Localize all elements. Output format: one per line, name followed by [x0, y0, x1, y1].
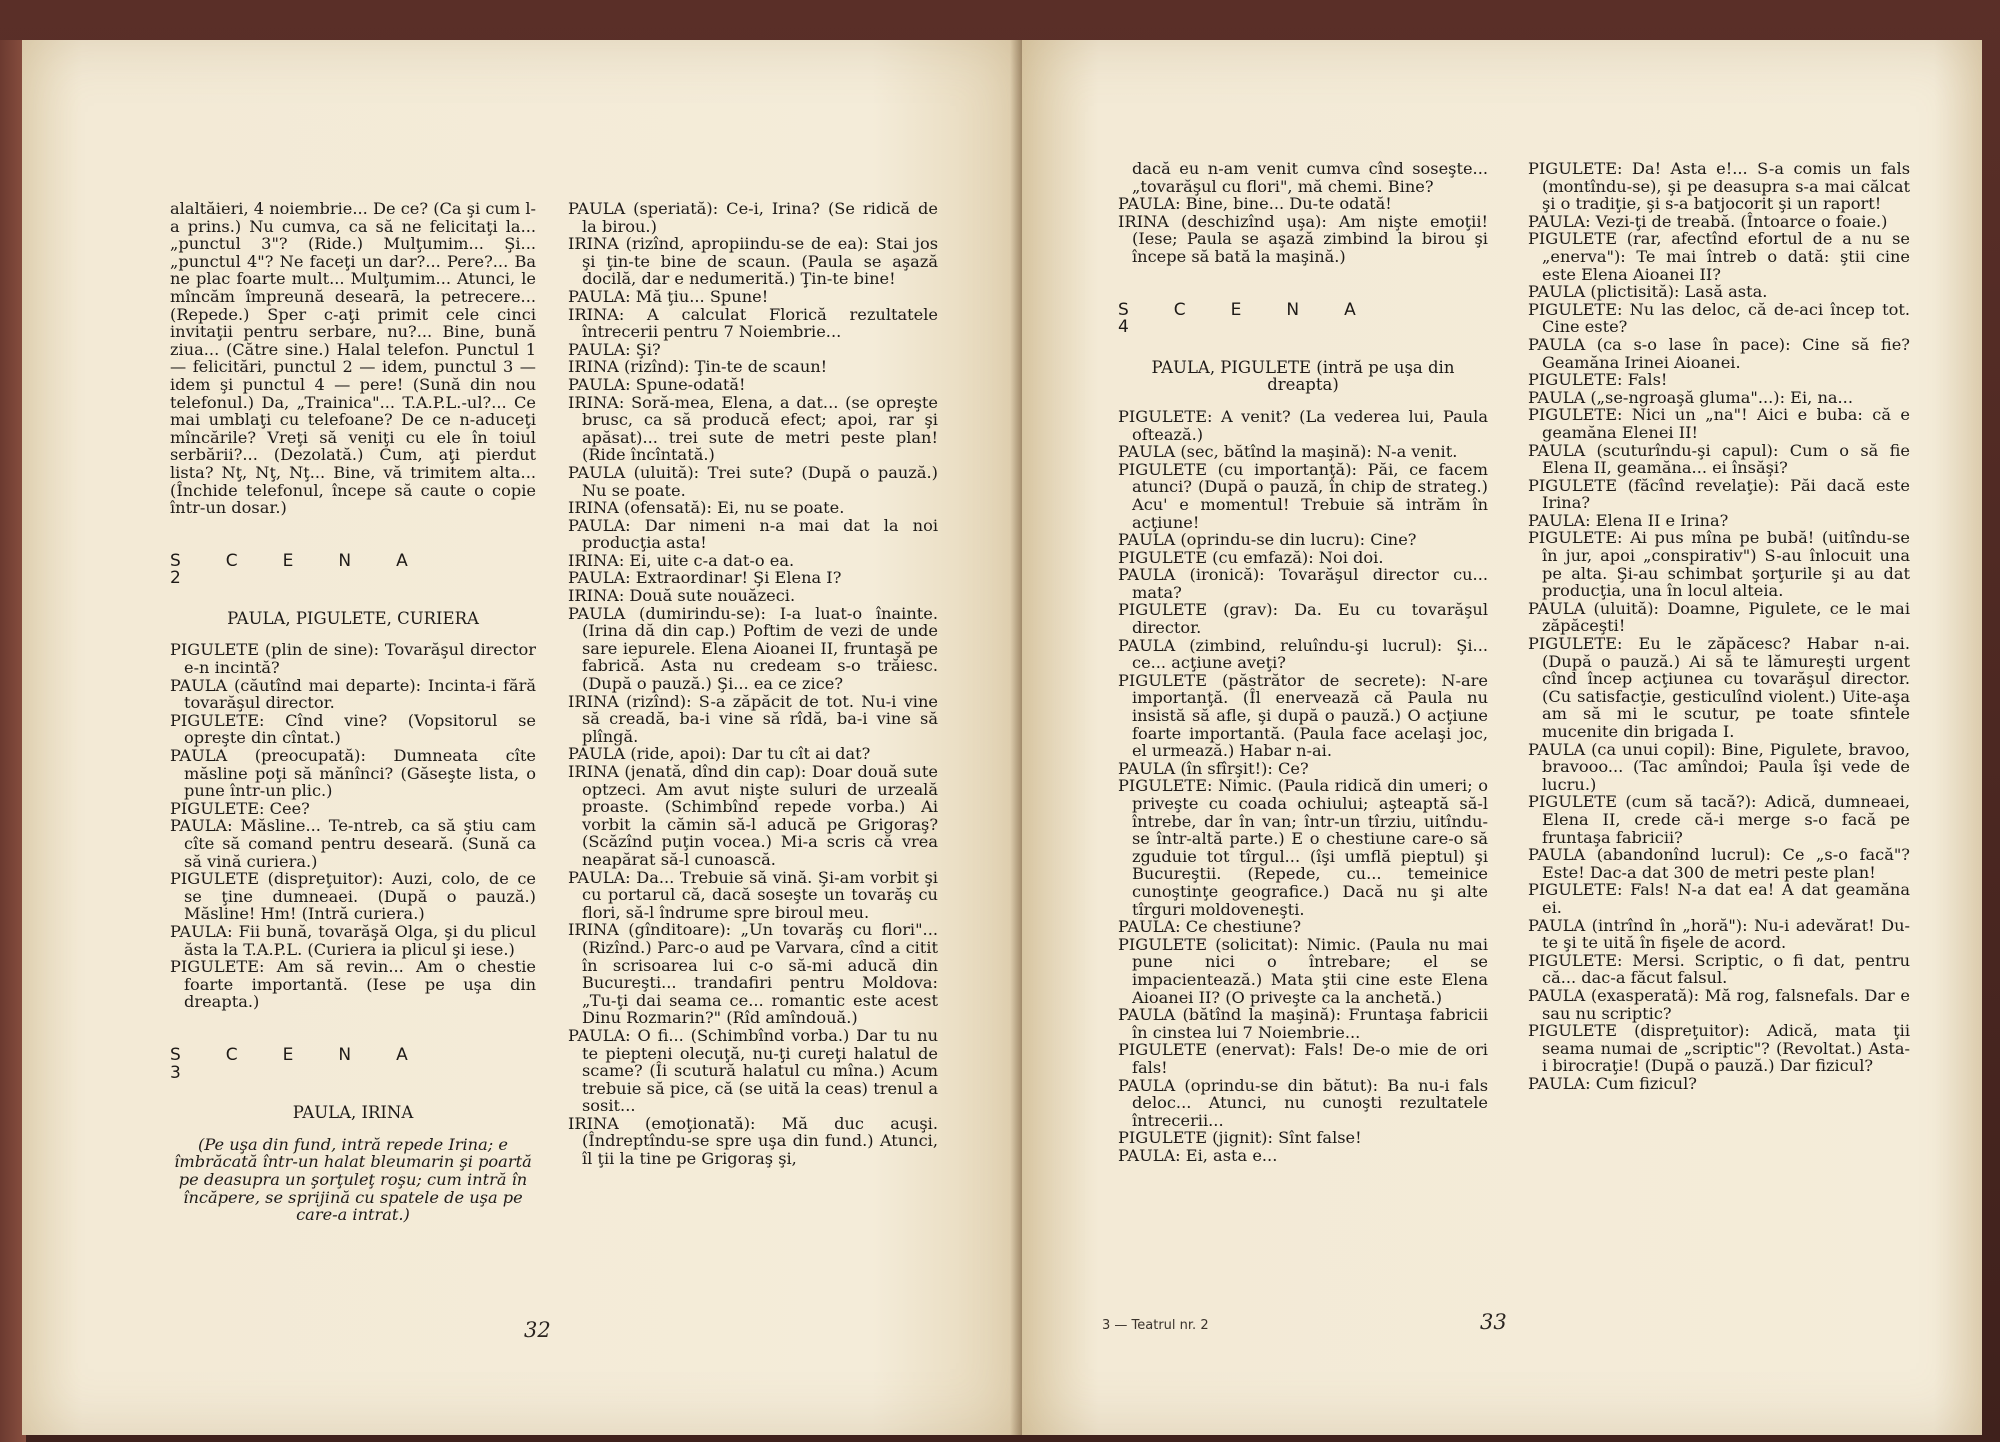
left-page-column-1 — [170, 200, 536, 1224]
dialogue-line: PIGULETE (cum să tacă?): Adică, dumneaei, Elena II, crede că-i merge s-o facă pe fruntaşa fabricii? — [1528, 792, 1910, 847]
left-page — [22, 40, 1022, 1435]
page-number: 32 — [524, 1318, 551, 1342]
dialogue-line: IRINA (ofensată): Ei, nu se poate. — [568, 498, 845, 518]
dialogue-line: PAULA: Bine, bine... Du-te odată! — [1118, 194, 1392, 214]
dialogue-line: PAULA (ironică): Tovarăşul director cu... mata? — [1118, 565, 1488, 602]
dialogue-line: PAULA (căutînd mai departe): Incinta-i fără tovarăşul director. — [170, 675, 536, 713]
dialogue-line: PAULA (intrînd în „horă"): Nu-i adevărat! Du-te şi te uită în fişele de acord. — [1528, 915, 1910, 953]
dialogue-line: PIGULETE (cu emfază): Noi doi. — [1118, 547, 1384, 567]
dialogue-line: PIGULETE (plin de sine): Tovarăşul director e-n incintă? — [170, 640, 536, 678]
dialogue-line: PAULA (ca unui copil): Bine, Pigulete, bravoo, bravooo... (Tac amîndoi; Paula îşi vede de lucru.) — [1528, 739, 1910, 794]
dialogue-line: PAULA: Şi? — [568, 339, 661, 359]
dialogue-line: PIGULETE: Cee? — [170, 798, 310, 818]
dialogue-line: PIGULETE: Am să revin... Am o chestie foarte importantă. (Iese pe uşa din dreapta.) — [170, 957, 536, 1012]
dialogue-line: PAULA: Da... Trebuie să vină. Şi-am vorbit şi cu portarul că, dacă soseşte un tovarăş cu flori, să-l îndrume spre biroul meu. — [568, 867, 938, 922]
dialogue-line: PIGULETE: Ai pus mîna pe bubă! (uitîndu-se în jur, apoi „conspirativ") S-au înlocuit una pe alta. Şi-au schimbat şorţurile şi au dat producţia, una în locul alteia. — [1528, 528, 1910, 601]
dialogue-line: PIGULETE (solicitat): Nimic. (Paula nu mai pune nici o întrebare; el se impacientează.) Mata ştii cine este Elena Aioanei II? (O priveşte ca la anchetă.) — [1118, 934, 1488, 1007]
dialogue-line: PAULA (ca s-o lase în pace): Cine să fie? Geamăna Irinei Aioanei. — [1528, 334, 1910, 372]
dialogue-line: PAULA: Ce chestiune? — [1118, 917, 1302, 937]
dialogue-line: PAULA (în sfîrşit!): Ce? — [1118, 758, 1309, 778]
right-page-column-2 — [1528, 160, 1910, 1092]
scene-cast: PAULA, PIGULETE (intră pe uşa din dreapta) — [1151, 357, 1455, 395]
dialogue-line: IRINA (rizînd): Ţin-te de scaun! — [568, 357, 828, 377]
dialogue-line: PAULA (abandonînd lucrul): Ce „s-o facă"? Este! Dac-a dat 300 de metri peste plan! — [1528, 845, 1910, 882]
dialogue-line: dacă eu n-am venit cumva cînd soseşte... „tovarăşul cu flori", mă chemi. Bine? — [1132, 159, 1488, 196]
dialogue-line: PAULA (uluită): Trei sute? (După o pauză.) Nu se poate. — [568, 462, 938, 500]
dialogue-line: PAULA (dumirindu-se): I-a luat-o înainte. (Irina dă din cap.) Poftim de vezi de unde sare iepurele. Elena Aioanei II, fruntaşă pe fabrică. Asta nu credeam s-o trăiesc. (După o pauză.) Şi... ea ce zice? — [568, 603, 938, 694]
dialogue-line: PIGULETE: Nici un „na"! Aici e buba: că e geamăna Elenei II! — [1528, 405, 1910, 442]
dialogue-line: PIGULETE: Fals! — [1528, 370, 1668, 390]
scene-heading: SCENA 4 — [1118, 299, 1401, 338]
dialogue-line: IRINA: Soră-mea, Elena, a dat... (se opreşte brusc, ca să producă efect; apoi, rar şi apăsat)... trei sute de metri peste plan! (Ride încîntată.) — [568, 392, 938, 465]
dialogue-line: IRINA (jenată, dînd din cap): Doar două sute optzeci. Am avut nişte suluri de urzeală proaste. (Schimbînd repede vorba.) Ai vorbit la cămin să-l aducă pe Grigoraş? (Scăzînd puţin vocea.) Mi-a scris că vrea neapărat să-l cunoască. — [568, 762, 938, 869]
dialogue-line: IRINA (gînditoare): „Un tovarăş cu flori"... (Rizînd.) Parc-o aud pe Varvara, cînd a citit în scrisoarea lui c-o să-mi aducă din Bucureşti... trandafiri pentru Moldova: „Tu-ţi dai seama ce... romantic este acest Dinu Rozmarin?" (Rîd amîndouă.) — [568, 920, 938, 1028]
dialogue-line: IRINA: A calculat Florică rezultatele întrecerii pentru 7 Noiembrie... — [568, 304, 938, 342]
dialogue-line: PAULA („se-ngroaşă gluma"...): Ei, na... — [1528, 387, 1853, 407]
dialogue-line: PAULA: Cum fizicul? — [1528, 1073, 1697, 1093]
scene-cast: PAULA, PIGULETE, CURIERA — [227, 608, 479, 628]
scene-cast: PAULA, IRINA — [292, 1103, 414, 1123]
page-footer: 3 — Teatrul nr. 2 — [1102, 1318, 1209, 1333]
dialogue-line: PIGULETE: Fals! N-a dat ea! A dat geamăna ei. — [1528, 880, 1910, 917]
dialogue-line: PAULA: Ei, asta e... — [1118, 1145, 1278, 1165]
dialogue-line: PAULA (exasperată): Mă rog, falsnefals. Dar e sau nu scriptic? — [1528, 985, 1910, 1023]
dialogue-line: PIGULETE: Cînd vine? (Vopsitorul se opreşte din cîntat.) — [170, 710, 536, 748]
right-page-column-1 — [1118, 160, 1488, 1164]
dialogue-line: PIGULETE (dispreţuitor): Adică, mata ţii seama numai de „scriptic"? (Revoltat.) Asta-i birocraţie! (După o pauză.) Dar fizicul? — [1528, 1021, 1910, 1076]
scene-heading: SCENA 2 — [170, 550, 453, 589]
dialogue-line: PAULA (oprindu-se din bătut): Ba nu-i fals deloc... Atunci, nu cunoşti rezultatele întrecerii... — [1118, 1075, 1488, 1130]
dialogue-line: PAULA (scuturîndu-şi capul): Cum o să fie Elena II, geamăna... ei însăşi? — [1528, 440, 1910, 478]
dialogue-line: PIGULETE (jignit): Sînt false! — [1118, 1128, 1362, 1148]
dialogue-line: IRINA (rizînd, apropiindu-se de ea): Stai jos şi ţin-te bine de scaun. (Paula se aşază docilă, dar e nedumerită.) Ţin-te bine! — [568, 234, 938, 289]
dialogue-line: PIGULETE (dispreţuitor): Auzi, colo, de ce se ţine dumneaei. (După o pauză.) Măsline! Hm! (Intră curiera.) — [170, 869, 536, 924]
stage-direction: (Pe uşa din fund, intră repede Irina; e îmbrăcată într-un halat bleumarin şi poartă pe deasupra un şorţuleţ roşu; cum intră în încăpere, se sprijină cu spatele de uşa pe care-a intrat.) — [174, 1134, 532, 1225]
dialogue-line: PAULA (plictisită): Lasă asta. — [1528, 282, 1768, 302]
dialogue-line: PAULA (bătînd la maşină): Fruntaşa fabricii în cinstea lui 7 Noiembrie... — [1118, 1005, 1488, 1042]
dialogue-line: IRINA: Ei, uite c-a dat-o ea. — [568, 550, 795, 570]
dialogue-line: PAULA (oprindu-se din lucru): Cine? — [1118, 530, 1417, 550]
dialogue-line: PAULA (zimbind, reluîndu-şi lucrul): Şi... ce... acţiune aveţi? — [1118, 635, 1488, 673]
right-page — [1022, 40, 1982, 1435]
dialogue-line: IRINA (deschizînd uşa): Am nişte emoţii! (Iese; Paula se aşază zimbind la birou şi începe să bată la maşină.) — [1118, 211, 1488, 266]
dialogue-line: PAULA: O fi... (Schimbînd vorba.) Dar tu nu te piepteni olecuţă, nu-ţi cureţi halatul de scame? (Îi scutură halatul cu mîna.) Acum trebuie să pice, că (se uită la ceas) trenul a sosit... — [568, 1025, 938, 1116]
dialogue-line: PAULA (uluită): Doamne, Pigulete, ce le mai zăpăceşti! — [1528, 598, 1910, 636]
dialogue-line: PIGULETE: Mersi. Scriptic, o fi dat, pentru că... dac-a făcut falsul. — [1528, 950, 1910, 988]
dialogue-line: PAULA: Fii bună, tovarăşă Olga, şi du plicul ăsta la T.A.P.L. (Curiera ia plicul şi iese.) — [170, 921, 536, 959]
dialogue-line: IRINA (rizînd): S-a zăpăcit de tot. Nu-i vine să creadă, ba-i vine să rîdă, ba-i vine să plîngă. — [568, 691, 938, 746]
dialogue-line: PIGULETE: Da! Asta e!... S-a comis un fals (montîndu-se), şi pe deasupra s-a mai călcat şi o tradiţie, şi s-a batjocorit şi un raport! — [1528, 159, 1910, 214]
dialogue-line: PAULA: Elena II e Irina? — [1528, 510, 1729, 530]
dialogue-line: PAULA (sec, bătînd la maşină): N-a venit. — [1118, 442, 1458, 462]
dialogue-line: PIGULETE (rar, afectînd efortul de a nu se „enerva"): Te mai întreb o dată: ştii cine este Elena Aioanei II? — [1528, 229, 1910, 284]
dialogue-line: PIGULETE: Nu las deloc, că de-aci încep tot. Cine este? — [1528, 299, 1910, 337]
dialogue-line: PAULA: Extraordinar! Şi Elena I? — [568, 568, 842, 588]
dialogue-line: PIGULETE (cu importanţă): Păi, ce facem atunci? (După o pauză, în chip de strateg.) Acu' e momentul! Trebuie să intrăm în acţiune! — [1118, 459, 1488, 532]
dialogue-line: PAULA: Dar nimeni n-a mai dat la noi producţia asta! — [568, 515, 938, 553]
dialogue-line: PAULA: Vezi-ţi de treabă. (Întoarce o foaie.) — [1528, 211, 1888, 231]
dialogue-line: PAULA: Spune-odată! — [568, 374, 746, 394]
scene-heading: SCENA 3 — [170, 1044, 453, 1083]
dialogue-line: PIGULETE: Eu le zăpăcesc? Habar n-ai. (După o pauză.) Ai să te lămureşti urgent cînd încep acţiunea cu tovarăşul director. (Cu satisfacţie, gesticulînd violent.) Uite-aşa am să mi le scutur, pe toate sfintele mucenite din brigada I. — [1528, 634, 1910, 741]
dialogue-line: PAULA: Măsline... Te-ntreb, ca să ştiu cam cîte să comand pentru deseară. (Sună ca să vină curiera.) — [170, 816, 536, 871]
dialogue-line: PIGULETE (enervat): Fals! De-o mie de ori fals! — [1118, 1040, 1488, 1077]
page-number: 33 — [1480, 1310, 1507, 1334]
dialogue-line: PIGULETE (păstrător de secrete): N-are importanţă. (Îl enervează că Paula nu insistă să afle, şi după o pauză.) O acţiune foarte importantă. (Paula face acelaşi joc, el urmează.) Habar n-ai. — [1118, 670, 1488, 761]
dialogue-line: PIGULETE (grav): Da. Eu cu tovarăşul director. — [1118, 600, 1488, 638]
dialogue-line: PIGULETE (făcînd revelaţie): Păi dacă este Irina? — [1528, 475, 1910, 513]
dialogue-line: PAULA: Mă ţiu... Spune! — [568, 286, 769, 306]
dialogue-line: PAULA (speriată): Ce-i, Irina? (Se ridică de la birou.) — [568, 199, 938, 236]
left-page-column-2 — [568, 200, 938, 1168]
dialogue-line: IRINA (emoţionată): Mă duc acuşi. (Îndreptîndu-se spre uşa din fund.) Atunci, îl ţii la tine pe Grigoraş şi, — [568, 1113, 938, 1169]
paragraph: alaltăieri, 4 noiembrie... De ce? (Ca şi cum l-a prins.) Nu cumva, ca să ne felicitaţi la... „punctul 3"? (Ride.) Mulţumim... Şi... „punctul 4"? Ne faceţi un dar?... Pere?... Ba ne plac foarte mult... Mulţumim... Atunci, le mîncăm împreună desearā, la petrecere... (Repede.) Sper c-aţi primit cele cinci invitaţii pentru serbare, nu?... Bine, bună ziua... (Către sine.) Halal telefon. Punctul 1 — felicitări, punctul 2 — idem, punctul 3 — idem şi punctul 4 — pere! (Sună din nou telefonul.) Da, „Trainica"... T.A.P.L.-ul?... Ce mai umblaţi cu telefoane? De ce n-aduceţi mîncările? Vreţi să veniţi cu ele în toiul serbării?... (Dezolată.) Cum, aţi pierdut lista? Nţ, Nţ, Nţ... Bine, vă trimitem alta... (Închide telefonul, începe să caute o copie într-un dosar.) — [170, 199, 536, 518]
dialogue-line: PAULA (ride, apoi): Dar tu cît ai dat? — [568, 744, 871, 764]
dialogue-line: PIGULETE: Nimic. (Paula ridică din umeri; o priveşte cu coada ochiului; aşteaptă să-l întrebe, dar în van; într-un tîrziu, uitîndu-se într-altă parte.) E o chestiune care-o să zguduie tot tîrgul... (îşi umflă pieptul) şi Bucureştii. (Repede, cu... temeinice cunoştinţe geografice.) Dacă nu şi alte tîrguri moldoveneşti. — [1118, 776, 1488, 919]
dialogue-line: IRINA: Două sute nouăzeci. — [568, 586, 796, 606]
dialogue-line: PAULA (preocupată): Dumneata cîte măsline poţi să mănînci? (Găseşte lista, o pune într-un plic.) — [170, 746, 536, 801]
dialogue-line: PIGULETE: A venit? (La vederea lui, Paula oftează.) — [1118, 406, 1488, 444]
